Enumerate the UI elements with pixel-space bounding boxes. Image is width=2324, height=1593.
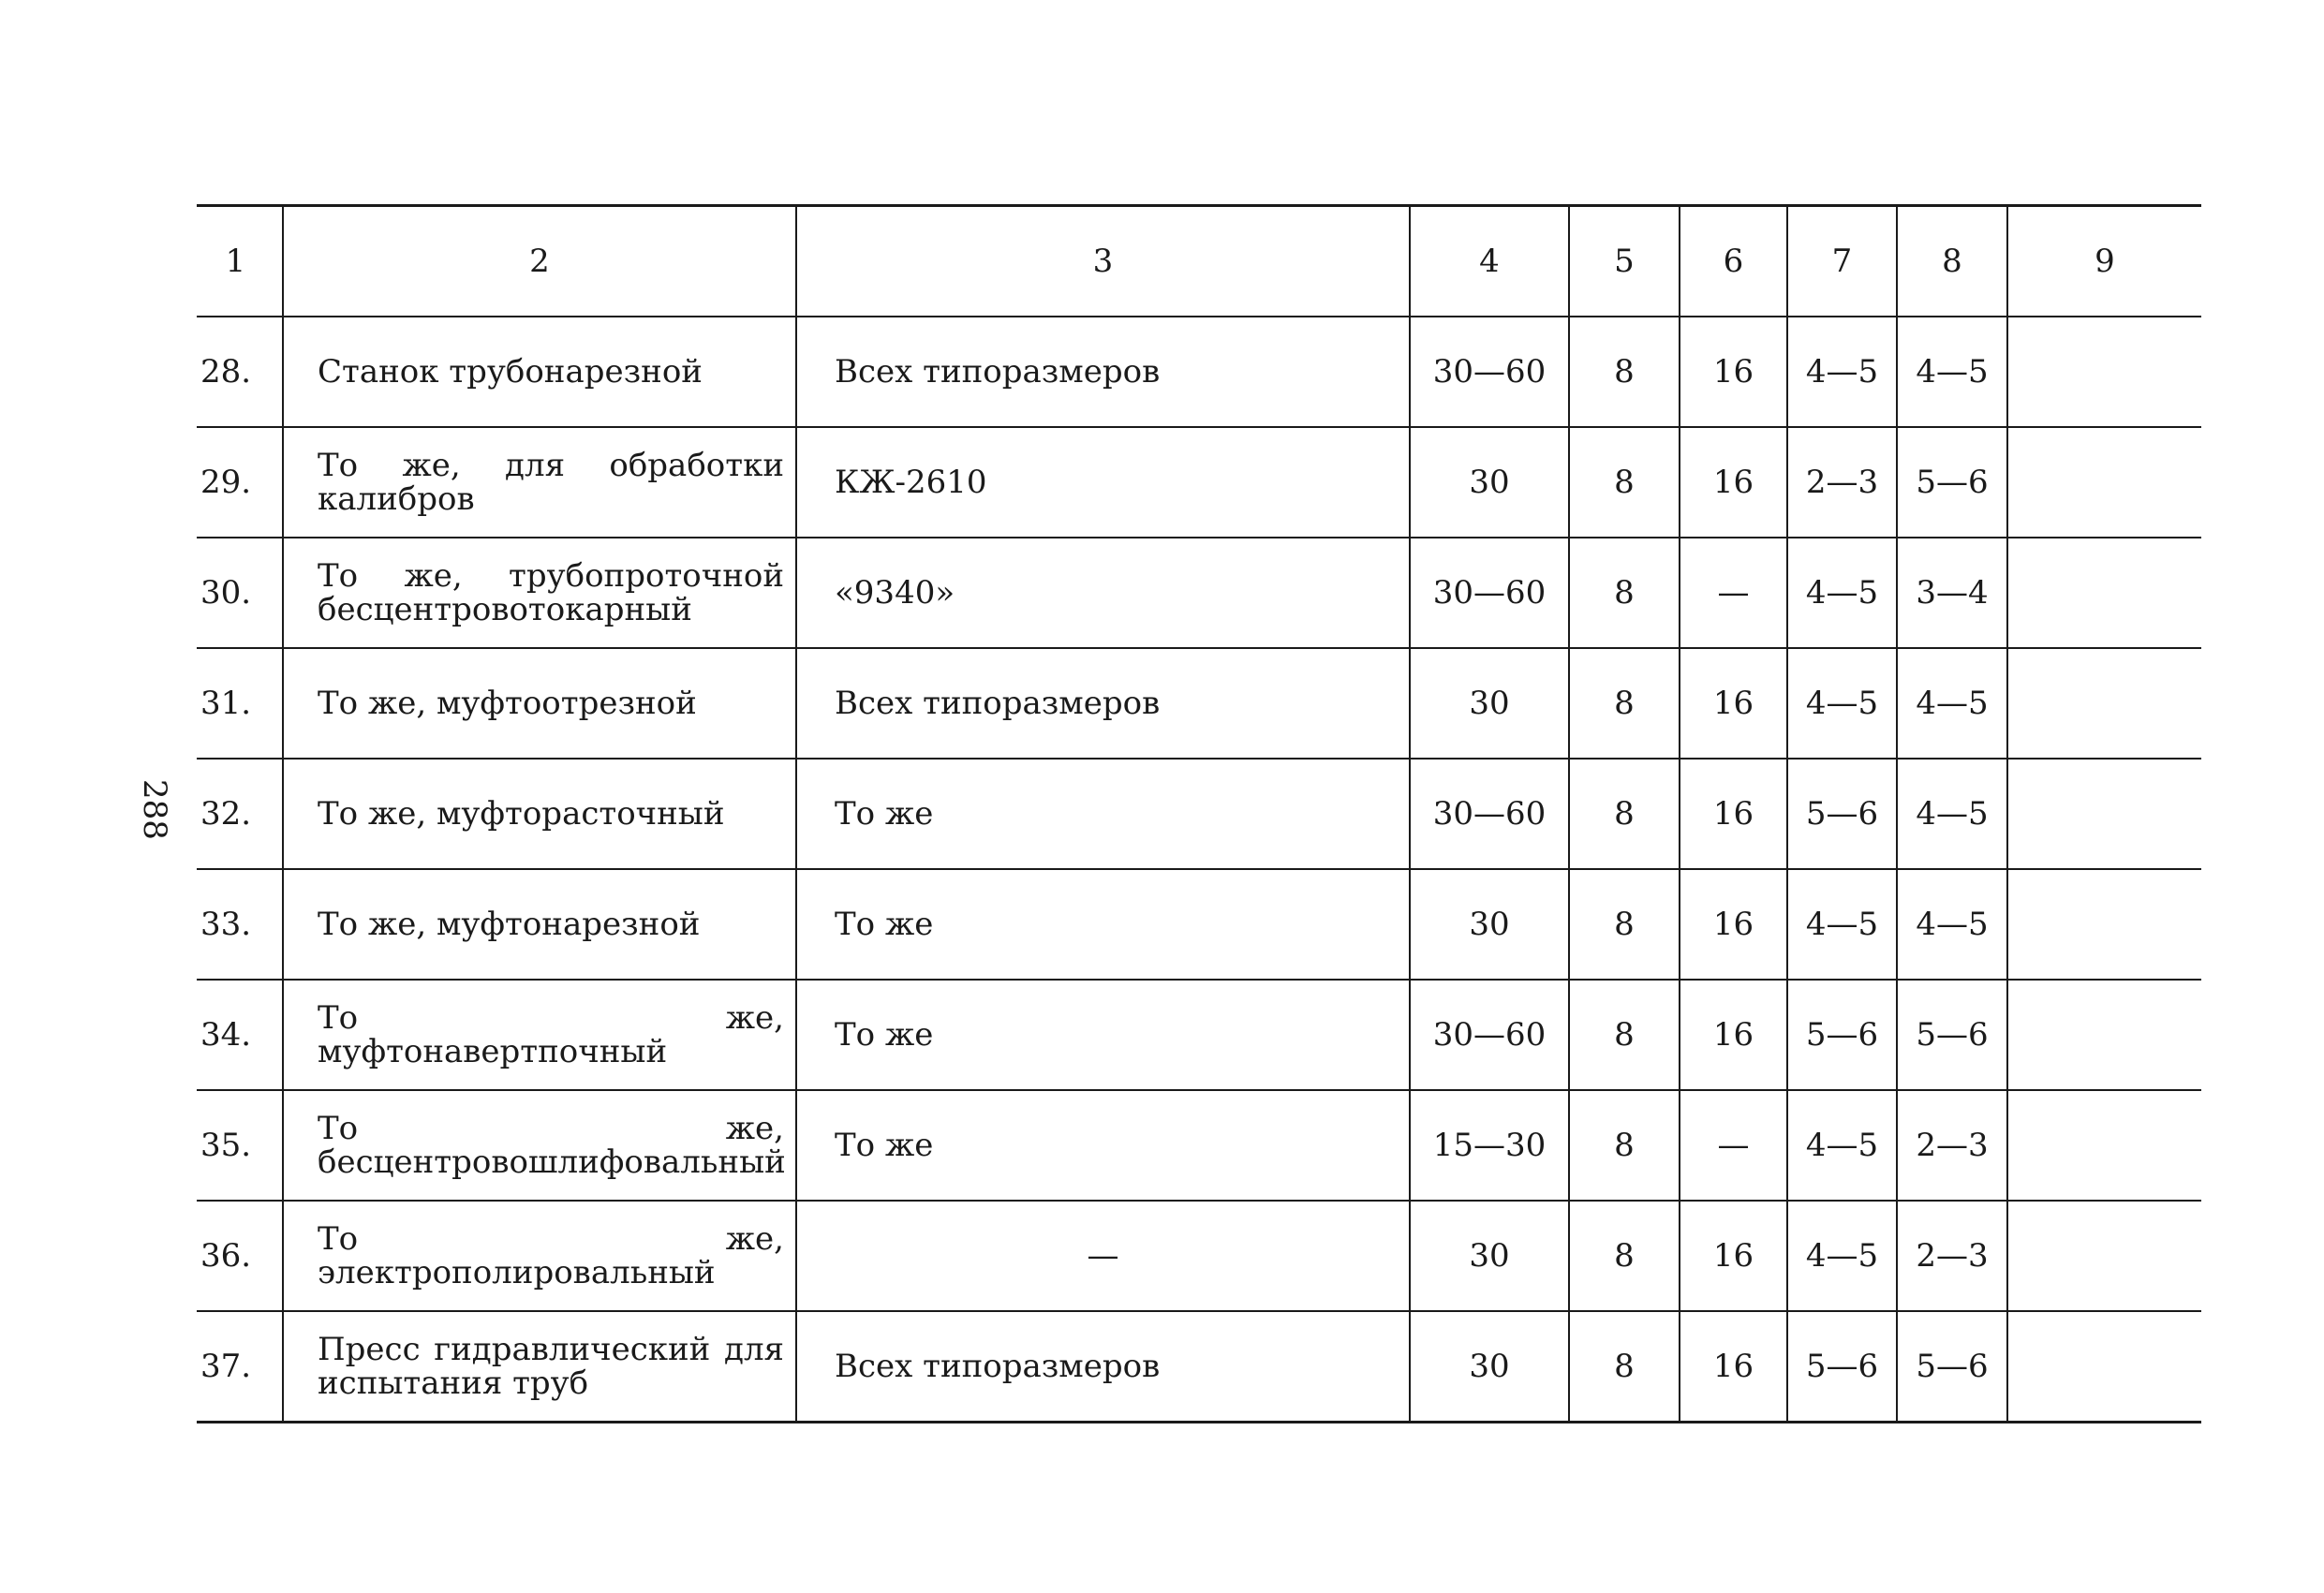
- equipment-name: То же, муфтонарезной: [283, 869, 796, 980]
- col4-value: 30: [1410, 1311, 1569, 1423]
- col7-value: 4—5: [1787, 1201, 1897, 1311]
- col5-value: 8: [1569, 1090, 1680, 1201]
- col6-value: 16: [1680, 427, 1787, 538]
- row-number: 35.: [197, 1090, 283, 1201]
- equipment-table: [197, 204, 2201, 1423]
- equipment-name: То же, бесцентровошлифовальный: [283, 1090, 796, 1201]
- equipment-name: То же, трубопроточной бесцентровотокарный: [283, 538, 796, 648]
- col6-value: —: [1680, 538, 1787, 648]
- equipment-model: Всех типоразмеров: [796, 317, 1410, 427]
- equipment-model: КЖ-2610: [796, 427, 1410, 538]
- col9-value: [2007, 1201, 2201, 1311]
- col9-value: [2007, 648, 2201, 759]
- col7-value: 4—5: [1787, 1090, 1897, 1201]
- equipment-name: Станок трубонарезной: [283, 317, 796, 427]
- col5-value: 8: [1569, 1201, 1680, 1311]
- col9-value: [2007, 759, 2201, 869]
- col6-value: 16: [1680, 317, 1787, 427]
- equipment-model: Всех типоразмеров: [796, 648, 1410, 759]
- row-number: 31.: [197, 648, 283, 759]
- col5-value: 8: [1569, 317, 1680, 427]
- col6-value: 16: [1680, 1311, 1787, 1423]
- col9-value: [2007, 317, 2201, 427]
- col7-value: 4—5: [1787, 538, 1897, 648]
- col9-value: [2007, 538, 2201, 648]
- col7-value: 5—6: [1787, 980, 1897, 1090]
- equipment-name: То же, муфтонавертпочный: [283, 980, 796, 1090]
- table-row: [197, 1090, 2201, 1201]
- header-cell: 3: [796, 206, 1410, 317]
- col8-value: 4—5: [1897, 648, 2007, 759]
- col7-value: 4—5: [1787, 648, 1897, 759]
- col6-value: 16: [1680, 648, 1787, 759]
- equipment-model: То же: [796, 1090, 1410, 1201]
- equipment-model: Всех типоразмеров: [796, 1311, 1410, 1423]
- col4-value: 30—60: [1410, 538, 1569, 648]
- col7-value: 4—5: [1787, 869, 1897, 980]
- col9-value: [2007, 869, 2201, 980]
- col6-value: 16: [1680, 1201, 1787, 1311]
- col7-value: 2—3: [1787, 427, 1897, 538]
- col8-value: 3—4: [1897, 538, 2007, 648]
- table-row: [197, 648, 2201, 759]
- row-number: 32.: [197, 759, 283, 869]
- col7-value: 5—6: [1787, 759, 1897, 869]
- row-number: 28.: [197, 317, 283, 427]
- col8-value: 2—3: [1897, 1201, 2007, 1311]
- equipment-model: «9340»: [796, 538, 1410, 648]
- col4-value: 15—30: [1410, 1090, 1569, 1201]
- col8-value: 5—6: [1897, 980, 2007, 1090]
- equipment-name: То же, муфтоотрезной: [283, 648, 796, 759]
- col6-value: 16: [1680, 869, 1787, 980]
- col5-value: 8: [1569, 648, 1680, 759]
- col4-value: 30—60: [1410, 759, 1569, 869]
- equipment-name: То же, электрополировальный: [283, 1201, 796, 1311]
- header-cell: 9: [2007, 206, 2201, 317]
- row-number: 33.: [197, 869, 283, 980]
- col9-value: [2007, 980, 2201, 1090]
- col9-value: [2007, 427, 2201, 538]
- col7-value: 5—6: [1787, 1311, 1897, 1423]
- header-cell: 8: [1897, 206, 2007, 317]
- header-row: [197, 206, 2201, 317]
- col8-value: 4—5: [1897, 317, 2007, 427]
- col9-value: [2007, 1090, 2201, 1201]
- col6-value: 16: [1680, 759, 1787, 869]
- table-row: [197, 980, 2201, 1090]
- col5-value: 8: [1569, 980, 1680, 1090]
- col9-value: [2007, 1311, 2201, 1423]
- col4-value: 30: [1410, 869, 1569, 980]
- header-cell: 6: [1680, 206, 1787, 317]
- col5-value: 8: [1569, 759, 1680, 869]
- row-number: 30.: [197, 538, 283, 648]
- table-row: [197, 1311, 2201, 1423]
- col8-value: 4—5: [1897, 759, 2007, 869]
- col4-value: 30: [1410, 1201, 1569, 1311]
- col8-value: 5—6: [1897, 427, 2007, 538]
- header-cell: 5: [1569, 206, 1680, 317]
- row-number: 34.: [197, 980, 283, 1090]
- equipment-name: То же, муфторасточный: [283, 759, 796, 869]
- col5-value: 8: [1569, 538, 1680, 648]
- col8-value: 2—3: [1897, 1090, 2007, 1201]
- equipment-name: Пресс гидравлический для испытания труб: [283, 1311, 796, 1423]
- col6-value: —: [1680, 1090, 1787, 1201]
- col7-value: 4—5: [1787, 317, 1897, 427]
- header-cell: 7: [1787, 206, 1897, 317]
- col5-value: 8: [1569, 869, 1680, 980]
- col4-value: 30—60: [1410, 980, 1569, 1090]
- col4-value: 30: [1410, 427, 1569, 538]
- table-row: [197, 1201, 2201, 1311]
- row-number: 36.: [197, 1201, 283, 1311]
- header-cell: 2: [283, 206, 796, 317]
- header-cell: 4: [1410, 206, 1569, 317]
- table-row: [197, 317, 2201, 427]
- col5-value: 8: [1569, 427, 1680, 538]
- row-number: 29.: [197, 427, 283, 538]
- page-number: 288: [136, 779, 173, 840]
- equipment-model: То же: [796, 980, 1410, 1090]
- col5-value: 8: [1569, 1311, 1680, 1423]
- equipment-name: То же, для обработки калибров: [283, 427, 796, 538]
- table-row: [197, 759, 2201, 869]
- header-cell: 1: [197, 206, 283, 317]
- table-row: [197, 427, 2201, 538]
- table-row: [197, 869, 2201, 980]
- table-row: [197, 538, 2201, 648]
- equipment-model: То же: [796, 759, 1410, 869]
- col6-value: 16: [1680, 980, 1787, 1090]
- col8-value: 4—5: [1897, 869, 2007, 980]
- equipment-model: —: [796, 1201, 1410, 1311]
- col8-value: 5—6: [1897, 1311, 2007, 1423]
- col4-value: 30—60: [1410, 317, 1569, 427]
- equipment-model: То же: [796, 869, 1410, 980]
- row-number: 37.: [197, 1311, 283, 1423]
- col4-value: 30: [1410, 648, 1569, 759]
